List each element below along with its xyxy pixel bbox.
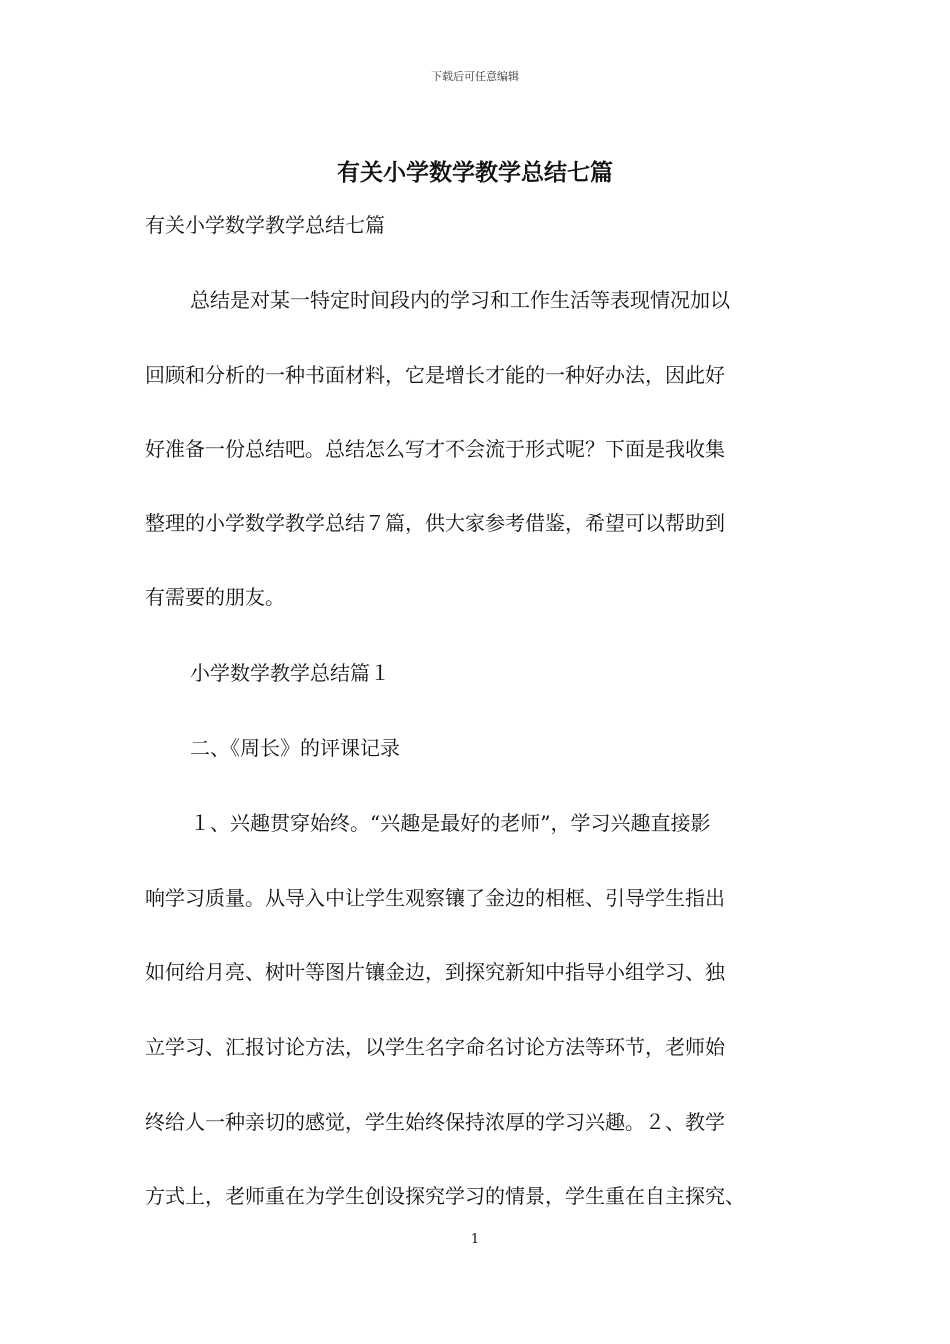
intro-line: 整理的小学数学教学总结７篇，供大家参考借鉴，希望可以帮助到 xyxy=(145,511,725,535)
body-line: 立学习、汇报讨论方法，以学生名字命名讨论方法等环节，老师始 xyxy=(145,1035,725,1059)
body-line: １、兴趣贯穿始终。“兴趣是最好的老师”，学习兴趣直接影 xyxy=(190,811,711,835)
body-line: 响学习质量。从导入中让学生观察镶了金边的相框、引导学生指出 xyxy=(145,886,725,910)
header-note: 下载后可任意编辑 xyxy=(431,70,519,83)
section-heading: 小学数学教学总结篇１ xyxy=(190,661,390,685)
intro-line: 有需要的朋友。 xyxy=(145,585,285,609)
intro-line: 回顾和分析的一种书面材料，它是增长才能的一种好办法，因此好 xyxy=(145,363,725,387)
intro-line: 总结是对某一特定时间段内的学习和工作生活等表现情况加以 xyxy=(190,288,730,312)
intro-line: 好准备一份总结吧。总结怎么写才不会流于形式呢？下面是我收集 xyxy=(145,437,725,461)
body-line: 终给人一种亲切的感觉，学生始终保持浓厚的学习兴趣。２、教学 xyxy=(145,1110,725,1134)
body-line: 方式上，老师重在为学生创设探究学习的情景，学生重在自主探究、 xyxy=(145,1184,745,1208)
page-number: 1 xyxy=(470,1232,480,1247)
document-title: 有关小学数学教学总结七篇 xyxy=(337,159,613,186)
document-subtitle: 有关小学数学教学总结七篇 xyxy=(145,213,385,237)
body-line: 如何给月亮、树叶等图片镶金边，到探究新知中指导小组学习、独 xyxy=(145,960,725,984)
subsection-heading: 二、《周长》的评课记录 xyxy=(190,736,400,760)
